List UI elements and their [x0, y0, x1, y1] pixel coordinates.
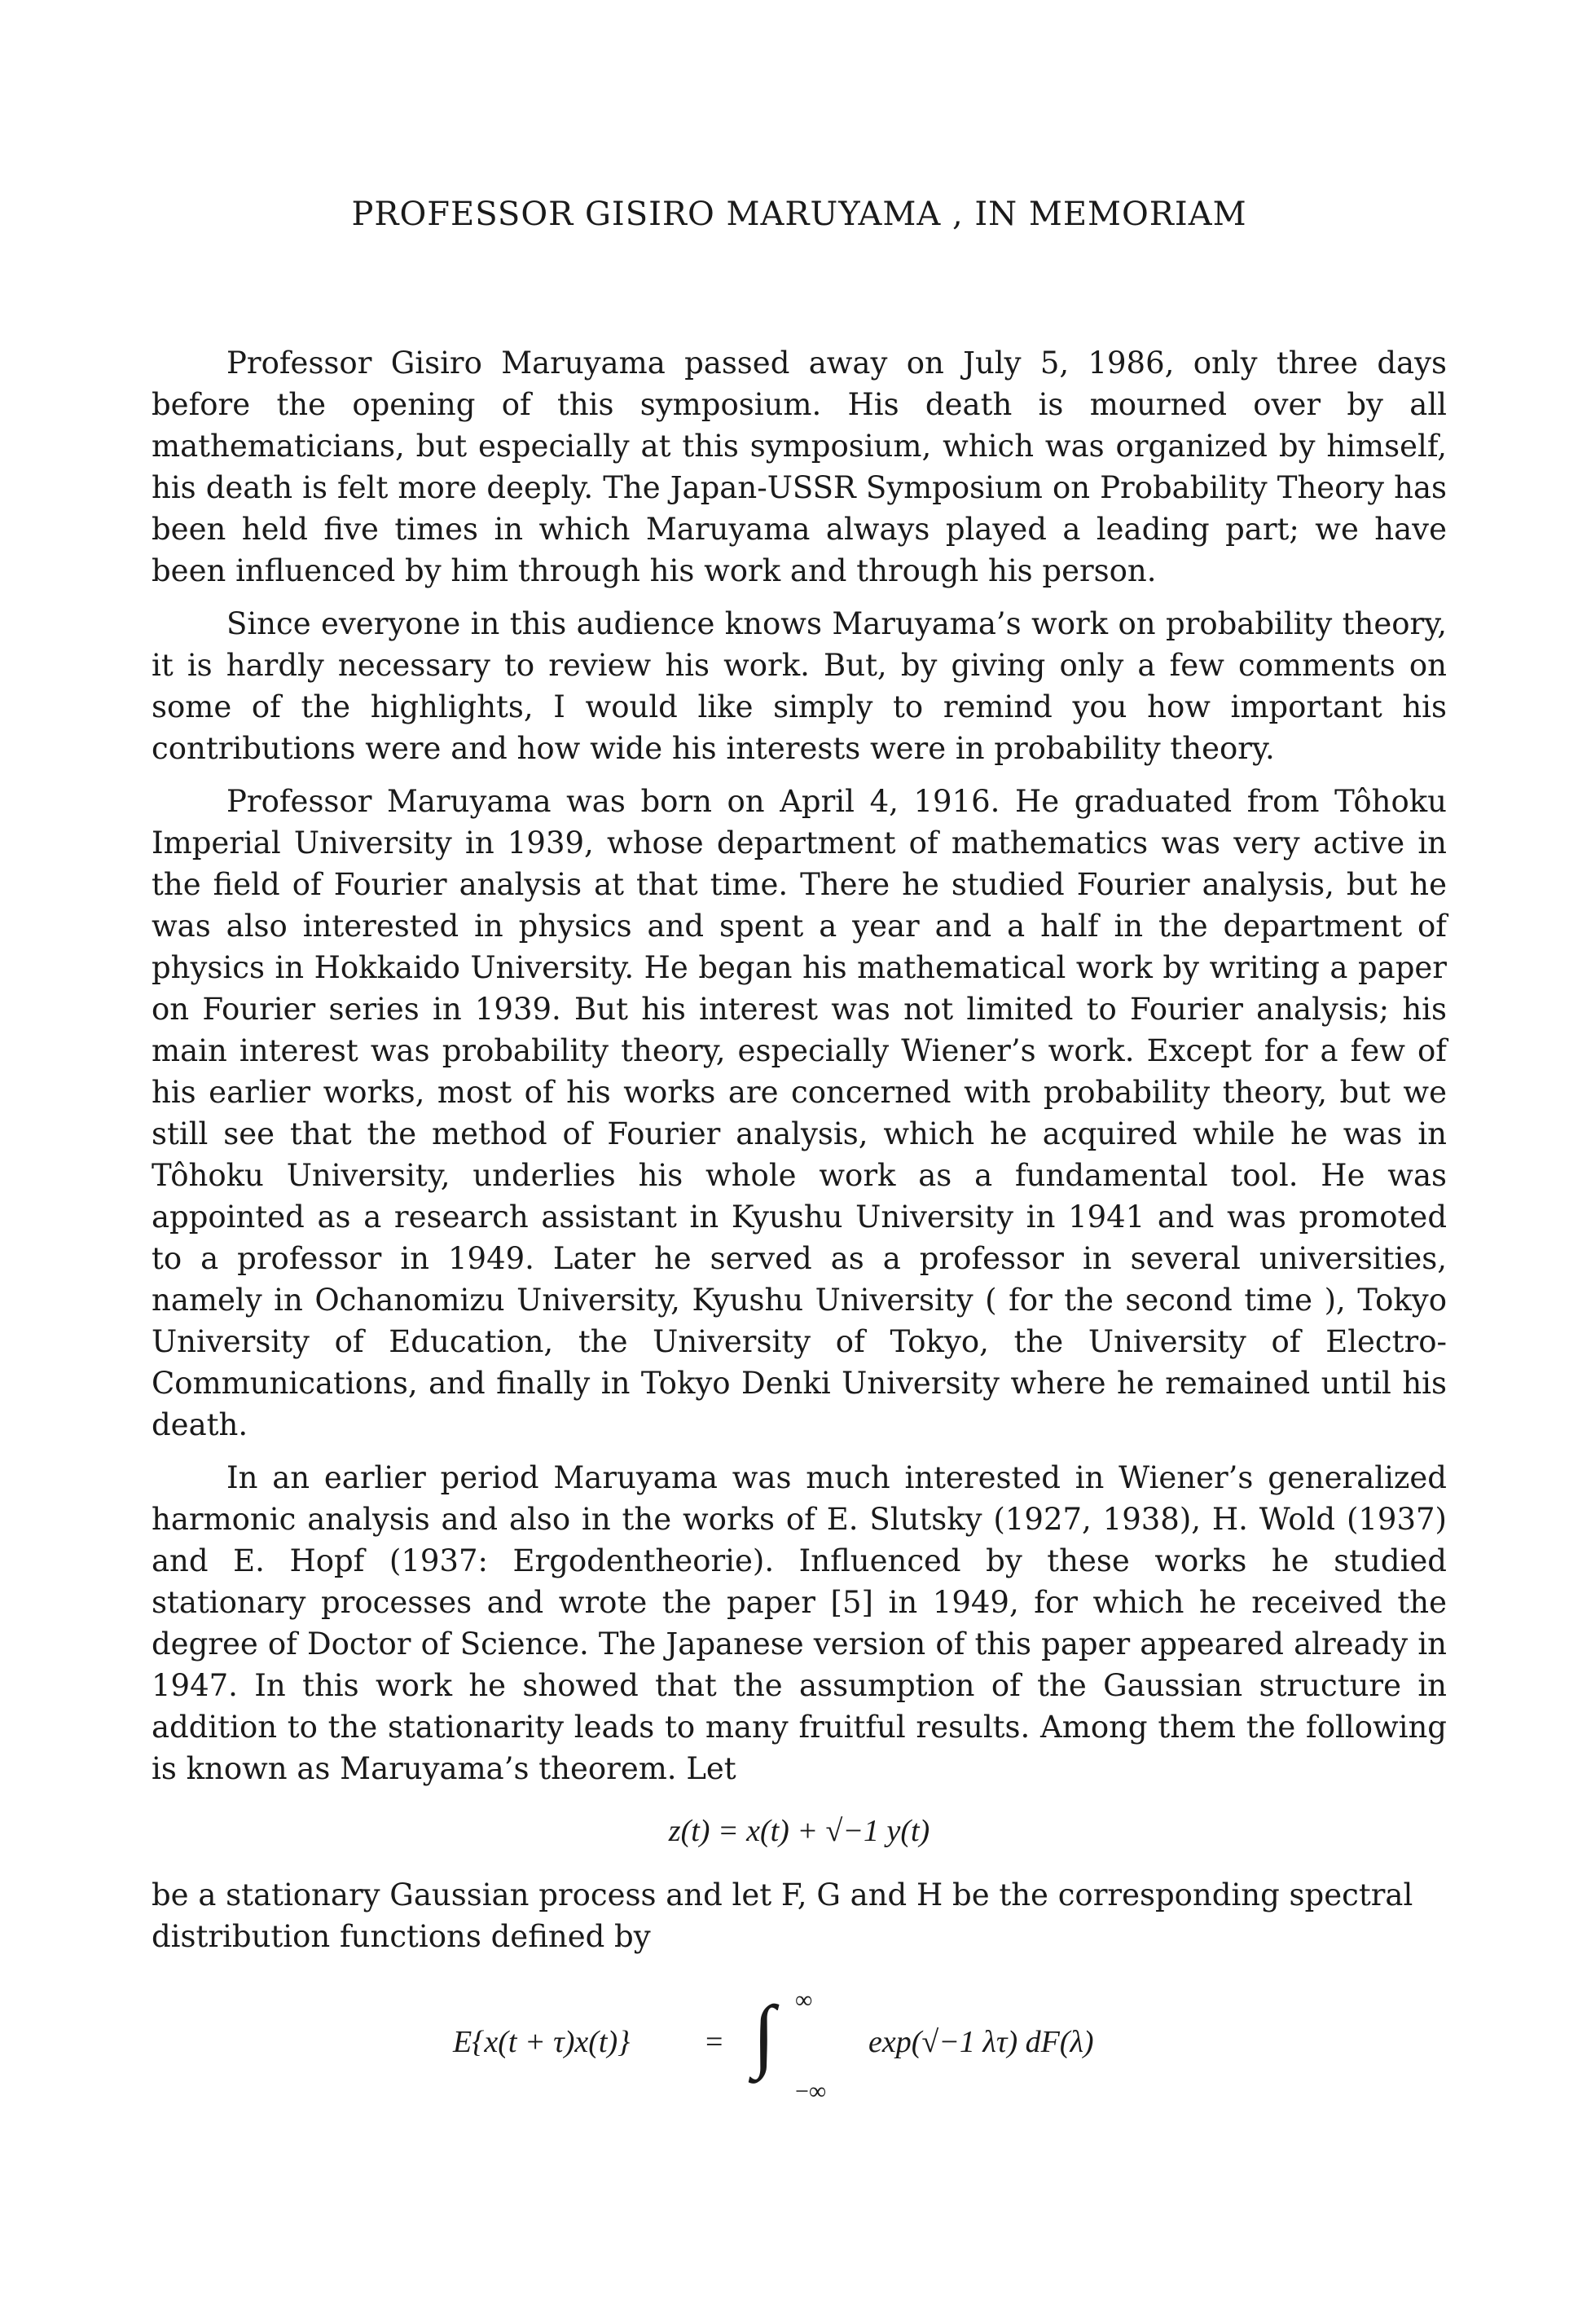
equation-process: z(t) = x(t) + √−1 y(t) — [668, 1814, 930, 1848]
page — [152, 0, 1447, 2324]
equation-lhs: E{x(t + τ)x(t)} — [453, 2025, 631, 2059]
equation-equals: = — [705, 2025, 723, 2059]
body-text — [152, 342, 1447, 2105]
integral-upper-limit: ∞ — [795, 1987, 813, 2014]
paragraph-continuation: be a stationary Gaussian process and let F, G and H be the corresponding spectral distribution functions defined by — [152, 1877, 1413, 1954]
integral-sign: ∫ — [753, 1989, 776, 2080]
equation-spectral — [152, 1987, 1447, 2105]
integral-lower-limit: −∞ — [795, 2078, 827, 2105]
paragraph-3: Professor Maruyama was born on April 4, 1916. He graduated from Tôhoku Imperial University in 1939, whose department of mathematics was very active in the field of Fourier analysis at that time. There he studied Fourier analysis, but he was also interested in physics and spent a year and a half in the department of physics in Hokkaido University. He began his mathematical work by writing a paper on Fourier series in 1939. But his interest was not limited to Fourier analysis; his main interest was probability theory, especially Wiener’s work. Except for a few of his earlier works, most of his works are concerned with probability theory, but we still see that the method of Fourier analysis, which he acquired while he was in Tôhoku University, underlies his whole work as a fundamental tool. He was appointed as a research assistant in Kyushu University in 1941 and was promoted to a professor in 1949. Later he served as a professor in several universities, namely in Ochanomizu University, Kyushu University ( for the second time ), Tokyo University of Education, the University of Tokyo, the University of Electro-Communications, and finally in Tokyo Denki University where he remained until his death. — [152, 784, 1447, 1442]
paragraph-2: Since everyone in this audience knows Maruyama’s work on probability theory, it is hardly necessary to review his work. But, by giving only a few comments on some of the highlights, I would like simply to remind you how important his contributions were and how wide his interests were in probability theory. — [152, 606, 1447, 766]
equation-rhs: exp(√−1 λτ) dF(λ) — [868, 2025, 1094, 2059]
page-title: PROFESSOR GISIRO MARUYAMA , IN MEMORIAM — [351, 196, 1247, 233]
paragraph-4: In an earlier period Maruyama was much interested in Wiener’s generalized harmonic analysis and also in the works of E. Slutsky (1927, 1938), H. Wold (1937) and E. Hopf (1937: Ergodentheorie). Influenced by these works he studied stationary processes and wrote the paper [5] in 1949, for which he received the degree of Doctor of Science. The Japanese version of this paper appeared already in 1947. In this work he showed that the assumption of the Gaussian structure in addition to the stationarity leads to many fruitful results. Among them the following is known as Maruyama’s theorem. Let — [152, 1460, 1447, 1786]
paragraph-1: Professor Gisiro Maruyama passed away on July 5, 1986, only three days before the opening of this symposium. His death is mourned over by all mathematicians, but especially at this symposium, which was organized by himself, his death is felt more deeply. The Japan-USSR Symposium on Probability Theory has been held five times in which Maruyama always played a leading part; we have been influenced by him through his work and through his person. — [152, 346, 1447, 588]
